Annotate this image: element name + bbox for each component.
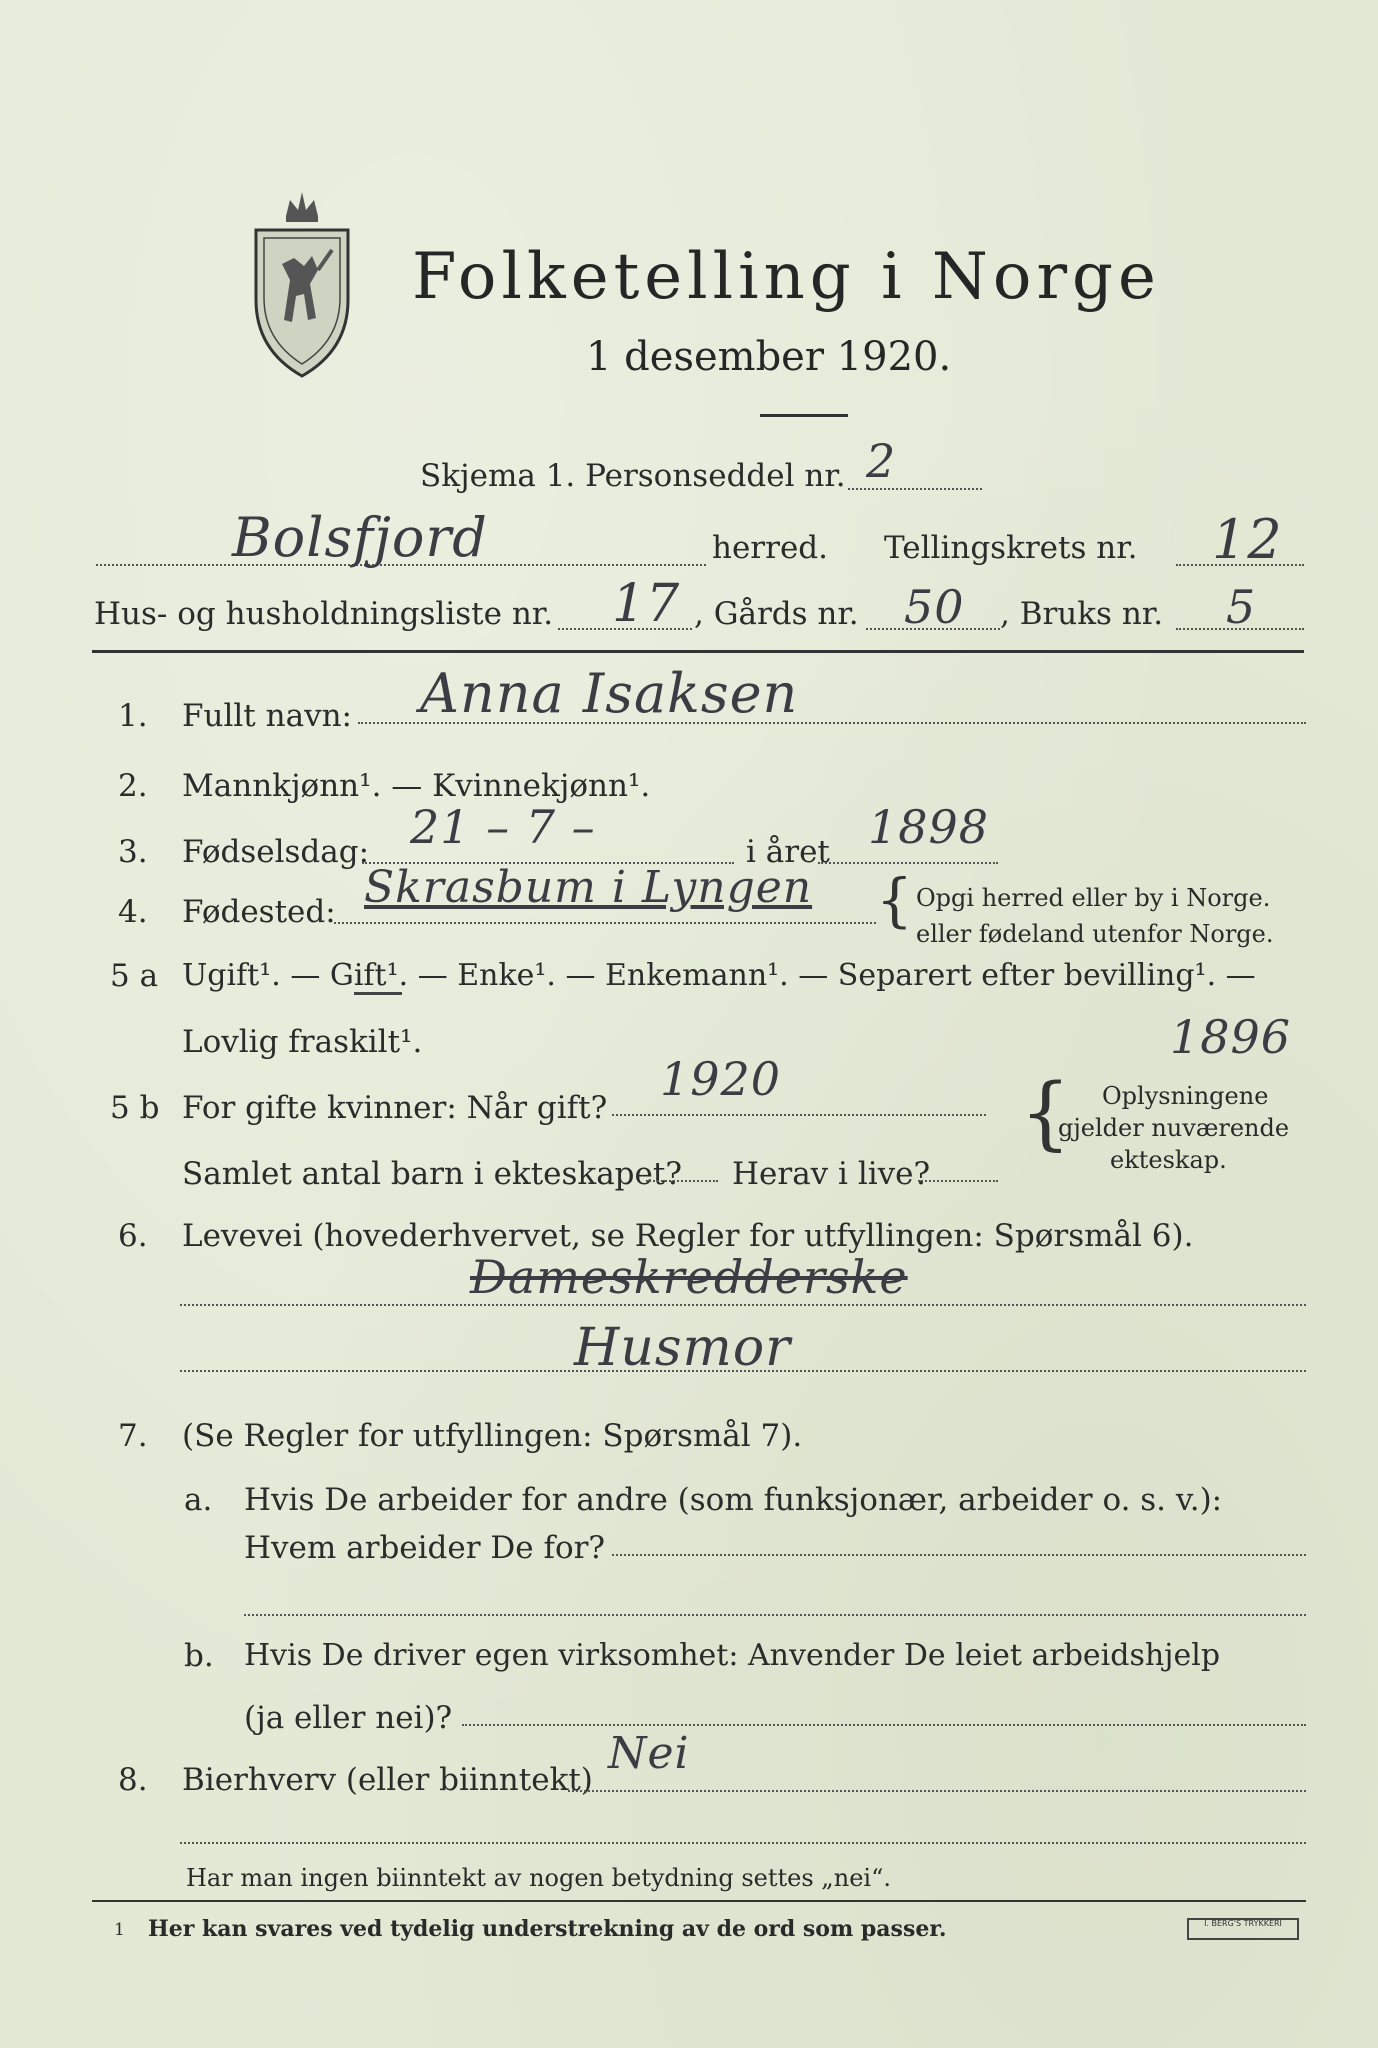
census-date: 1 desember 1920. [586,334,952,380]
q3-label: Fødselsdag: [182,834,370,870]
q5b-number: 5 b [110,1090,160,1126]
q6-number: 6. [118,1218,148,1254]
q6-label: Levevei (hovederhvervet, se Regler for utfyllingen: Spørsmål 6). [182,1218,1194,1254]
q4-number: 4. [118,894,148,930]
personseddel-number: 2 [866,434,897,488]
q6-occupation-struck: Dameskredderske [470,1250,908,1304]
q1-number: 1. [118,698,148,734]
q3-birth-day: 21 – 7 – [410,800,596,854]
q8-note: Har man ingen biinntekt av nogen betydning settes „nei“. [186,1864,891,1892]
q5a-label-2: Lovlig fraskilt¹. [182,1024,423,1060]
footnote-separator [92,1900,1306,1902]
q5b-married-line [612,1114,986,1116]
gards-number: 50 [904,580,965,634]
q4-note-1: Opgi herred eller by i Norge. [916,884,1271,912]
q5b-note-1: Oplysningene [1102,1082,1269,1110]
herred-value: Bolsfjord [232,506,488,569]
q1-label: Fullt navn: [182,698,352,734]
herred-label: herred. [712,530,828,566]
q7b-label-2: (ja eller nei)? [244,1700,453,1736]
q7a-line-1 [612,1554,1306,1556]
q3-number: 3. [118,834,148,870]
q3-year-line [818,862,998,864]
q7a-line-2 [244,1614,1306,1616]
q4-line [334,922,876,924]
q5b-note-3: ekteskap. [1110,1146,1227,1174]
q5b-label: For gifte kvinner: Når gift? [182,1090,608,1126]
q1-full-name: Anna Isaksen [420,662,799,725]
q8-label: Bierhverv (eller biinntekt) [182,1762,593,1798]
skjema-label: Skjema 1. Personseddel nr. [420,458,846,494]
form-title: Folketelling i Norge [412,240,1161,314]
q7-label: (Se Regler for utfyllingen: Spørsmål 7). [182,1418,803,1454]
footnote-text: Her kan svares ved tydelig understrekning av de ord som passer. [148,1916,947,1942]
q4-brace: { [876,866,913,934]
q7a-label-2: Hvem arbeider De for? [244,1530,606,1566]
q8-number: 8. [118,1762,148,1798]
q5b-note-2: gjelder nuværende [1058,1114,1290,1142]
q4-note-2: eller fødeland utenfor Norge. [916,920,1274,948]
printer-stamp: I. BERG'S TRYKKERI [1187,1918,1299,1940]
gards-label: , Gårds nr. [694,596,859,632]
q5a-number: 5 a [110,958,159,994]
q4-birthplace: Skrasbum i Lyngen [364,862,813,913]
q7a-label: Hvis De arbeider for andre (som funksjonær, arbeider o. s. v.): [244,1482,1223,1518]
bruks-label: , Bruks nr. [1000,596,1164,632]
q5b-alive-label: Herav i live? [732,1156,931,1192]
q6-occupation: Husmor [574,1318,791,1378]
q2-number: 2. [118,768,148,804]
q5a-gift-underline [354,992,402,995]
q5b-children-line [646,1180,718,1182]
tellingskrets-label: Tellingskrets nr. [884,530,1138,566]
title-divider [760,414,848,417]
q8-line-1 [568,1790,1306,1792]
husholdning-number: 17 [612,574,681,634]
q8-value: Nei [608,1728,690,1779]
footnote-marker: 1 [114,1920,125,1940]
coat-of-arms-icon [246,180,358,380]
header-separator [92,650,1304,653]
q3-year-label: i året [746,834,830,870]
q5b-married-year: 1920 [660,1052,782,1106]
q7b-letter: b. [184,1638,214,1674]
tellingskrets-number: 12 [1212,508,1283,571]
q5a-note: 1896 [1170,1010,1292,1064]
q7a-letter: a. [184,1482,213,1518]
q5b-brace: { [1020,1066,1071,1159]
q7-number: 7. [118,1418,148,1454]
q4-label: Fødested: [182,894,336,930]
husholdning-label: Hus- og husholdningsliste nr. [94,596,554,632]
personseddel-line [848,488,982,490]
q7b-label: Hvis De driver egen virksomhet: Anvender De leiet arbeidshjelp [244,1638,1221,1673]
q3-birth-year: 1898 [868,800,990,854]
q2-gender-options: Mannkjønn¹. — Kvinnekjønn¹. [182,768,651,804]
q5b-children-label: Samlet antal barn i ekteskapet? [182,1156,682,1192]
q8-line-2 [180,1842,1306,1844]
q5a-marital-options: Ugift¹. — Gift¹. — Enke¹. — Enkemann¹. — Separert efter bevilling¹. — [182,958,1256,993]
q5b-alive-line [918,1180,998,1182]
bruks-number: 5 [1226,580,1257,634]
q7b-line [462,1724,1306,1726]
q6-line-1 [180,1304,1306,1306]
